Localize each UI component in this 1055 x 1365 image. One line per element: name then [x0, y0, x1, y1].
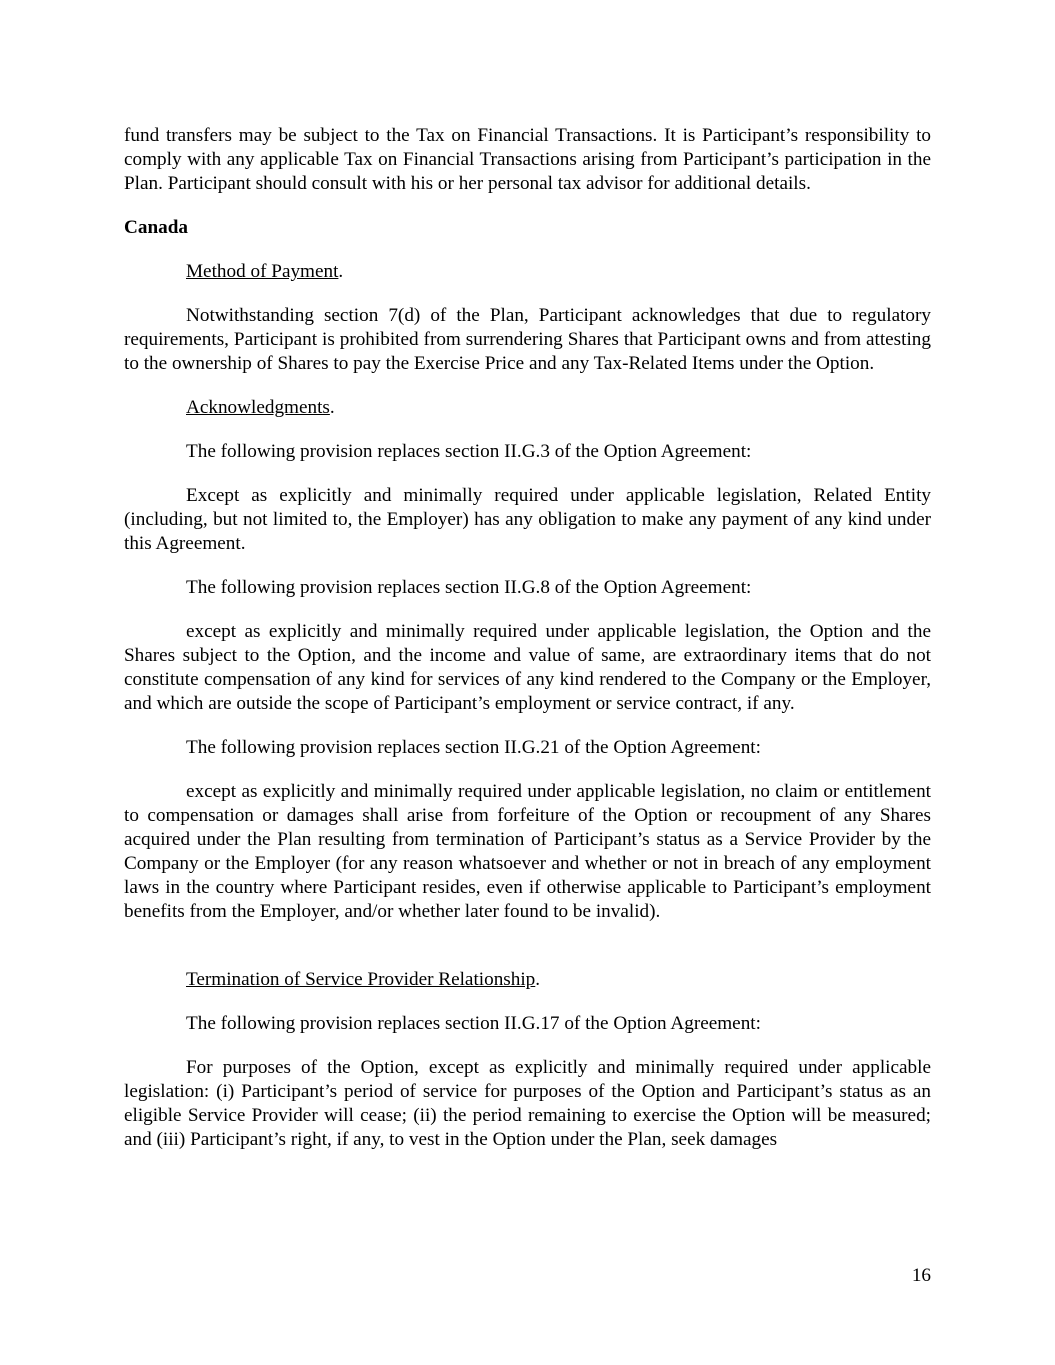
document-page: [124, 124, 931, 1172]
subheading-period: .: [329, 397, 335, 418]
paragraph-provision-g17: For purposes of the Option, except as explicitly and minimally required under applicable legislation: (i) Participant’s period of service for purposes of the Option and Participant’s status as an eligible Service Provider will cease; (ii) the period remaining to exercise the Option will be measured; and (iii) Participant’s right, if any, to vest in the Option under the Plan, seek damages: [124, 1057, 931, 1150]
subheading-method-of-payment-text: Method of Payment: [186, 261, 339, 282]
paragraph-provision-g3: Except as explicitly and minimally required under applicable legislation, Related Entity (including, but not limited to, the Employer) has any obligation to make any payment of any kind under this Agreement.: [124, 485, 931, 554]
paragraph-replaces-g3: The following provision replaces section II.G.3 of the Option Agreement:: [186, 441, 752, 462]
paragraph-replaces-g21: The following provision replaces section II.G.21 of the Option Agreement:: [186, 737, 761, 758]
paragraph-method-of-payment: Notwithstanding section 7(d) of the Plan, Participant acknowledges that due to regulatory requirements, Participant is prohibited from surrendering Shares that Participant owns and from attesting to the ownership of Shares to pay the Exercise Price and any Tax-Related Items under the Option.: [124, 305, 931, 374]
paragraph-provision-g8: except as explicitly and minimally required under applicable legislation, the Option and the Shares subject to the Option, and the income and value of same, are extraordinary items that do not constitute compensation of any kind for services of any kind rendered to the Company or the Employer, and which are outside the scope of Participant’s employment or service contract, if any.: [124, 621, 931, 714]
subheading-termination: [124, 968, 931, 992]
page-number: 16: [911, 1265, 931, 1286]
subheading-period: .: [535, 969, 541, 990]
paragraph-provision-g21: except as explicitly and minimally required under applicable legislation, no claim or entitlement to compensation or damages shall arise from forfeiture of the Option or recoupment of any Shares acquired under the Plan resulting from termination of Participant’s status as a Service Provider by the Company or the Employer (for any reason whatsoever and whether or not in breach of any employment laws in the country where Participant resides, even if otherwise applicable to Participant’s employment benefits from the Employer, and/or whether later found to be invalid).: [124, 781, 931, 922]
paragraph-tax-financial-transactions: fund transfers may be subject to the Tax on Financial Transactions. It is Participant’s responsibility to comply with any applicable Tax on Financial Transactions arising from Participant’s participation in the Plan. Participant should consult with his or her personal tax advisor for additional details.: [124, 125, 931, 194]
subheading-acknowledgments-text: Acknowledgments: [186, 397, 330, 418]
paragraph-replaces-g8: The following provision replaces section II.G.8 of the Option Agreement:: [186, 577, 752, 598]
paragraph-replaces-g17: The following provision replaces section II.G.17 of the Option Agreement:: [186, 1013, 761, 1034]
section-heading-canada: Canada: [124, 217, 188, 238]
subheading-method-of-payment: [124, 260, 931, 284]
subheading-termination-text: Termination of Service Provider Relationship: [186, 969, 536, 990]
subheading-period: .: [338, 261, 344, 282]
subheading-acknowledgments: [124, 396, 931, 420]
